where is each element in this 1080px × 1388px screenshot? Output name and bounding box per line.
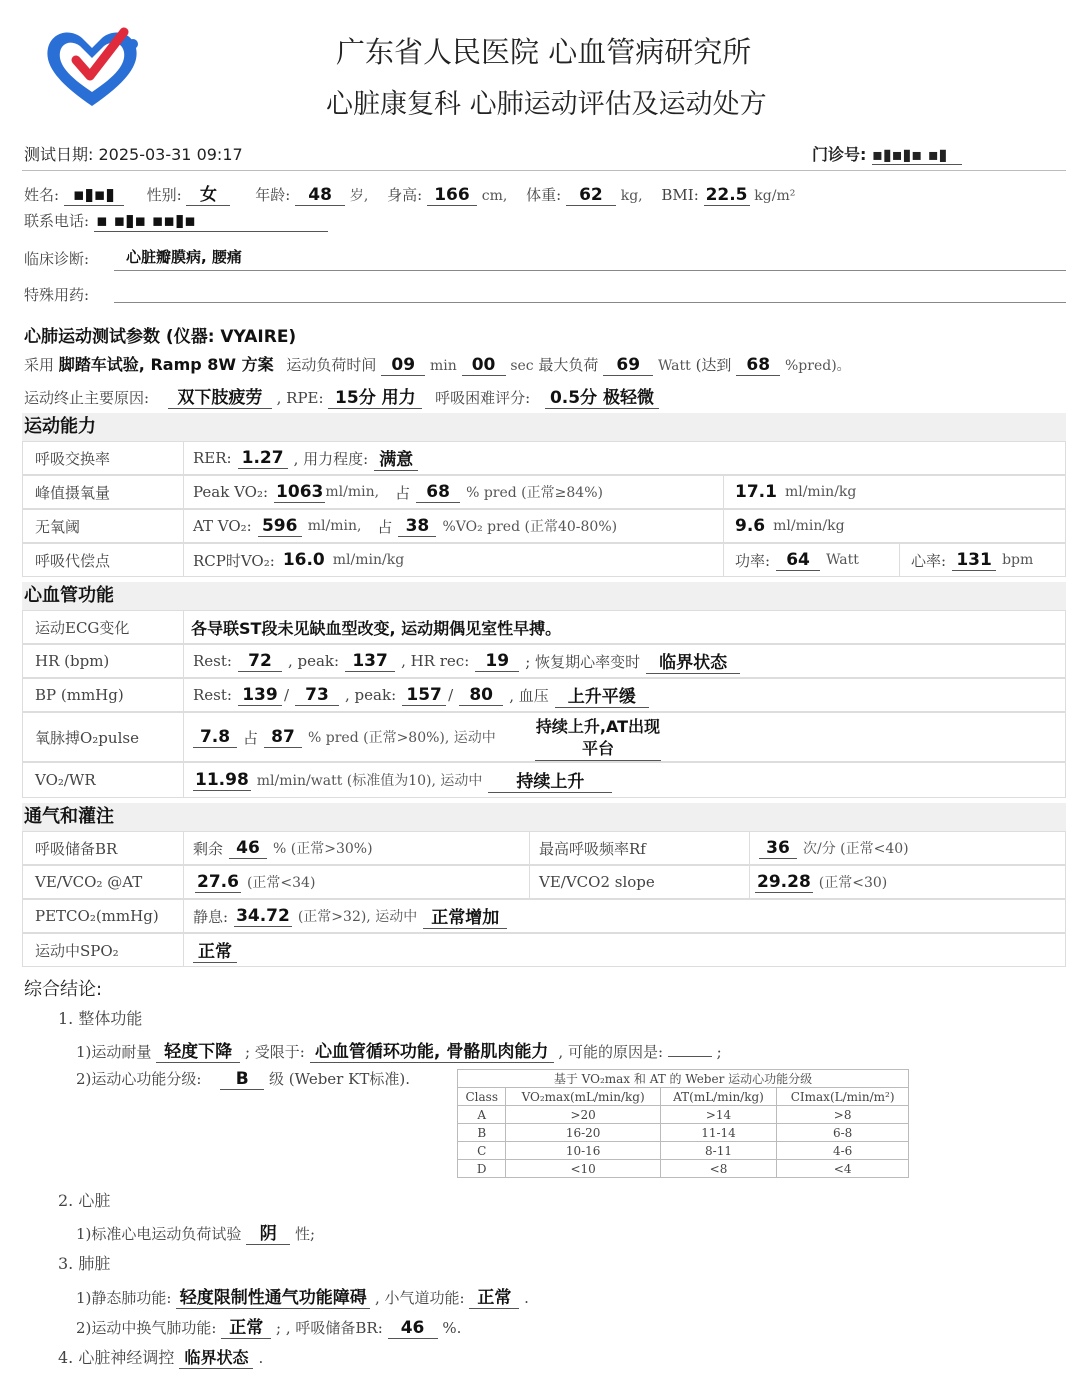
bp-rest-systolic: 139 — [238, 685, 282, 706]
weber-row — [458, 1142, 909, 1160]
vevco2-slope-unit: (正常<30) — [818, 875, 888, 891]
hr-var-label: ; 恢复期心率变时 — [525, 652, 641, 671]
rf-unit: 次/分 (正常<40) — [803, 841, 909, 857]
bp-trend-label: , 血压 — [509, 686, 549, 705]
ventilation-heading: 通气和灌注 — [22, 803, 1066, 831]
vevco2-at-value: 27.6 — [197, 871, 239, 892]
bp-peak-systolic: 157 — [402, 685, 446, 706]
report-title: 心脏康复科 心肺运动评估及运动处方 — [326, 89, 767, 120]
test-date-value: 2025-03-31 09:17 — [98, 145, 243, 164]
weber-row — [458, 1106, 909, 1124]
weber-cell: >20 — [506, 1106, 660, 1124]
vo2wr-trend: 持续上升 — [488, 767, 612, 793]
static-lung-value: 轻度限制性通气功能障碍 — [176, 1283, 370, 1309]
reach-label: (达到 — [695, 356, 732, 374]
weight-label: 体重: — [526, 186, 562, 204]
weber-header: VO₂max(mL/min/kg) — [506, 1088, 660, 1106]
vevco2-row-label: VE/VCO₂ @AT — [35, 873, 143, 891]
o2pulse-row — [22, 712, 1066, 762]
cause-end: ; — [716, 1043, 722, 1061]
patient-sex: 女 — [186, 180, 230, 206]
neural-end: . — [258, 1349, 264, 1367]
hr-var: 临界状态 — [646, 648, 740, 674]
bp-trend: 上升平缓 — [555, 682, 649, 708]
rcp-label: RCP时VO₂: — [193, 551, 275, 570]
exercise-lung-value: 正常 — [221, 1313, 271, 1339]
br-remain: 46 — [229, 838, 267, 859]
vevco2-slope: 29.28 — [757, 871, 811, 892]
ecg-test-unit: 性; — [294, 1225, 316, 1243]
func-class-row — [76, 1068, 410, 1090]
at-per-kg-unit: ml/min/kg — [773, 518, 845, 534]
peak-vo2-row-label: 峰值摄氧量 — [35, 483, 111, 502]
rpe-value: 15分 用力 — [328, 383, 422, 409]
weber-cell: <4 — [777, 1160, 909, 1178]
rcp-value: 16.0 — [282, 550, 325, 570]
weber-cell: >8 — [777, 1106, 909, 1124]
meds-label: 特殊用药: — [24, 286, 90, 304]
weber-cell: 8-11 — [660, 1142, 776, 1160]
cardio-heading: 心血管功能 — [22, 582, 1066, 610]
duration-min: 09 — [381, 355, 425, 376]
hr-peak-label: , peak: — [287, 652, 340, 670]
ecg-text: 各导联ST段未见缺血型改变, 运动期偶见室性早搏。 — [191, 618, 562, 638]
use-label: 采用 — [24, 356, 55, 374]
rer-label: RER: — [193, 449, 232, 467]
hr-value: 131 — [952, 550, 996, 571]
weber-header-row — [458, 1088, 909, 1106]
weber-cell: 4-6 — [777, 1142, 909, 1160]
cpet-protocol-row — [24, 352, 851, 376]
ecg-row-label: 运动ECG变化 — [35, 618, 130, 637]
bmi-label: BMI: — [661, 186, 699, 204]
small-airway-end: . — [524, 1289, 529, 1307]
weber-cell: 6-8 — [777, 1124, 909, 1142]
rer-row — [22, 441, 1066, 475]
petco2-trend: 正常增加 — [423, 903, 507, 929]
at-value: 596 — [258, 516, 302, 537]
tolerance-row — [76, 1037, 722, 1063]
at-row — [22, 509, 1066, 543]
peak-vo2-label: Peak VO₂: — [193, 483, 269, 501]
weber-cell: <10 — [506, 1160, 660, 1178]
hr-rec-label: , HR rec: — [401, 652, 470, 670]
bp-peak-diastolic: 80 — [459, 685, 503, 706]
vo2wr-row — [22, 762, 1066, 798]
weber-header: AT(mL/min/kg) — [660, 1088, 776, 1106]
func-class-unit: 级 (Weber KT标准). — [269, 1070, 410, 1088]
weber-header: CImax(L/min/m²) — [777, 1088, 909, 1106]
spo2-row-label: 运动中SPO₂ — [35, 941, 119, 960]
patient-weight: 62 — [566, 185, 616, 206]
exercise-capacity-heading: 运动能力 — [22, 413, 1066, 441]
rpe-label: , RPE: — [276, 389, 324, 407]
tolerance-value: 轻度下降 — [156, 1037, 240, 1063]
func-class-label: 2)运动心功能分级: — [76, 1070, 202, 1088]
power-unit: Watt — [826, 552, 859, 568]
petco2-rest-unit: (正常>32), 运动中 — [297, 909, 418, 925]
at-pct-value: 38 — [398, 516, 436, 537]
height-unit: cm, — [481, 188, 508, 204]
section-lung: 3. 肺脏 — [58, 1254, 111, 1273]
br-row-label: 呼吸储备BR — [35, 839, 118, 858]
peak-pct-label: 占 — [395, 483, 411, 502]
cpet-stop-row — [24, 383, 659, 409]
static-lung-label: 1)静态肺功能: — [76, 1289, 172, 1307]
hr-row — [22, 644, 1066, 678]
clinic-number — [812, 142, 962, 165]
power-label: 功率: — [735, 551, 771, 570]
test-date — [24, 142, 243, 165]
petco2-rest-label: 静息: — [193, 907, 229, 926]
test-date-label: 测试日期: — [24, 145, 94, 164]
age-label: 年龄: — [255, 186, 291, 204]
exercise-lung-label: 2)运动中换气肺功能: — [76, 1319, 217, 1337]
hospital-name: 广东省人民医院 心血管病研究所 — [336, 35, 752, 69]
hr-unit: bpm — [1002, 552, 1034, 568]
o2pulse-pct-unit: % pred (正常>80%), 运动中 — [308, 730, 496, 746]
static-lung-row — [76, 1283, 529, 1309]
br-remain-unit: % (正常>30%) — [273, 841, 373, 857]
exercise-lung-row — [76, 1313, 461, 1339]
peak-pct-value: 68 — [416, 482, 460, 503]
hr-rest: 72 — [238, 651, 282, 672]
vo2wr-unit: ml/min/watt (标准值为10), 运动中 — [256, 773, 483, 789]
o2pulse-trend: 持续上升,AT出现平台 — [535, 716, 661, 761]
min-unit: min — [429, 358, 457, 374]
max-load-label: 最大负荷 — [538, 356, 599, 374]
bmi-unit: kg/m² — [754, 188, 796, 204]
weber-cell: C — [458, 1142, 506, 1160]
bp-rest-diastolic: 73 — [295, 685, 339, 706]
patient-info-row — [24, 180, 795, 206]
weber-cell: 16-20 — [506, 1124, 660, 1142]
diagnosis-value: 心脏瓣膜病, 腰痛 — [126, 248, 242, 266]
meds-row — [24, 284, 89, 305]
watt-unit: Watt — [658, 358, 691, 374]
weber-row — [458, 1124, 909, 1142]
ecg-test-row — [76, 1219, 315, 1245]
weber-cell: <8 — [660, 1160, 776, 1178]
rcp-row — [22, 543, 1066, 577]
at-row-label: 无氧阈 — [35, 517, 81, 536]
stop-reason: 双下肢疲劳 — [168, 383, 272, 409]
ecg-test-value: 阴 — [246, 1219, 290, 1245]
petco2-rest: 34.72 — [236, 905, 290, 926]
age-unit: 岁, — [349, 188, 369, 204]
peak-vo2-per-kg-unit: ml/min/kg — [784, 484, 857, 500]
name-label: 姓名: — [24, 186, 60, 204]
peak-vo2-value: 1063 — [276, 481, 324, 502]
vevco2-at-unit: (正常<34) — [246, 875, 316, 891]
clinic-number-value: ▪▮▪▮▪ ▪▮ — [872, 145, 962, 165]
bp-rest-label: Rest: — [193, 686, 232, 704]
weight-unit: kg, — [620, 188, 643, 204]
patient-bmi: 22.5 — [705, 185, 748, 205]
patient-height: 166 — [427, 185, 477, 206]
stop-reason-label: 运动终止主要原因: — [24, 389, 150, 407]
diagnosis-label: 临床诊断: — [24, 250, 90, 268]
o2pulse-pct-label: 占 — [243, 728, 259, 747]
o2pulse-value: 7.8 — [193, 727, 237, 748]
weber-row — [458, 1160, 909, 1178]
peak-vo2-per-kg: 17.1 — [735, 482, 777, 502]
weber-cell: >14 — [660, 1106, 776, 1124]
hr-peak: 137 — [345, 651, 395, 672]
rcp-row-label: 呼吸代偿点 — [35, 551, 111, 570]
hr-rec: 19 — [475, 651, 519, 672]
vo2wr-value: 11.98 — [195, 769, 249, 790]
breathing-reserve-label: ; , 呼吸储备BR: — [276, 1319, 383, 1337]
weber-cell: 10-16 — [506, 1142, 660, 1160]
weber-table — [457, 1069, 909, 1178]
spo2-row — [22, 933, 1066, 967]
bp-row: BP (mmHg) Rest: 139 / 73 , peak: 157 / 80 , 血压 上升平缓 — [22, 678, 1066, 712]
small-airway-label: , 小气道功能: — [375, 1289, 465, 1307]
petco2-row — [22, 899, 1066, 933]
limit-label: ; 受限于: — [244, 1043, 305, 1061]
vevco2-row — [22, 865, 1066, 899]
patient-name: ▪▮▪▮ — [64, 185, 124, 206]
func-class-value: B — [220, 1069, 264, 1090]
o2pulse-row-label: 氧脉搏O₂pulse — [35, 728, 139, 747]
phone-row — [24, 210, 328, 232]
hr-row-label: HR (bpm) — [35, 652, 110, 670]
reach-percent: 68 — [736, 355, 780, 376]
peak-vo2-row — [22, 475, 1066, 509]
rcp-unit: ml/min/kg — [332, 552, 405, 568]
effort-label: , 用力程度: — [293, 449, 369, 468]
br-row — [22, 831, 1066, 865]
peak-pct-unit: % pred (正常≥84%) — [466, 485, 603, 501]
small-airway-value: 正常 — [469, 1283, 519, 1309]
section-heart: 2. 心脏 — [58, 1191, 111, 1210]
neural-label: 4. 心脏神经调控 — [58, 1348, 175, 1367]
weber-header: Class — [458, 1088, 506, 1106]
duration-label: 运动负荷时间 — [286, 356, 377, 374]
rer-row-label: 呼吸交换率 — [35, 449, 111, 468]
conclusion-heading: 综合结论: — [24, 979, 103, 1000]
reach-unit: %pred)。 — [784, 358, 851, 374]
weber-cell: B — [458, 1124, 506, 1142]
o2pulse-pct: 87 — [264, 727, 302, 748]
at-pct-unit: %VO₂ pred (正常40-80%) — [442, 519, 618, 535]
weber-cell: D — [458, 1160, 506, 1178]
ecg-test-label: 1)标准心电运动负荷试验 — [76, 1225, 242, 1243]
limit-value: 心血管循环功能, 骨骼肌肉能力 — [310, 1037, 554, 1063]
at-pct-label: 占 — [377, 517, 393, 536]
at-label: AT VO₂: — [193, 517, 252, 535]
rf-value: 36 — [759, 838, 797, 859]
hr-rest-label: Rest: — [193, 652, 232, 670]
hospital-logo-icon — [40, 22, 144, 110]
tolerance-label: 1)运动耐量 — [76, 1043, 152, 1061]
spo2-value: 正常 — [193, 937, 237, 963]
at-unit: ml/min, — [307, 518, 362, 534]
rf-label: 最高呼吸频率Rf — [539, 839, 646, 858]
power-value: 64 — [776, 550, 820, 571]
weber-cell: 11-14 — [660, 1124, 776, 1142]
diagnosis-row — [24, 248, 89, 269]
cause-label: , 可能的原因是: — [558, 1043, 664, 1061]
effort-value: 满意 — [374, 445, 418, 471]
petco2-row-label: PETCO₂(mmHg) — [35, 907, 159, 925]
vevco2-slope-label: VE/VCO2 slope — [539, 873, 655, 891]
patient-age: 48 — [295, 185, 345, 206]
breathing-reserve-end: %. — [442, 1319, 462, 1337]
cpet-heading: 心肺运动测试参数 (仪器: VYAIRE) — [24, 327, 297, 347]
bp-peak-label: , peak: — [345, 686, 397, 704]
breathing-reserve-value: 46 — [388, 1318, 438, 1339]
protocol: 脚踏车试验, Ramp 8W 方案 — [58, 355, 274, 374]
clinic-number-label: 门诊号: — [812, 145, 867, 164]
rer-value: 1.27 — [238, 448, 288, 469]
dyspnea-label: 呼吸困难评分: — [435, 389, 531, 407]
max-load: 69 — [603, 355, 653, 376]
neural-row — [58, 1345, 263, 1369]
section-overall: 1. 整体功能 — [58, 1009, 143, 1028]
peak-vo2-unit: ml/min, — [325, 484, 380, 500]
hr-label: 心率: — [911, 551, 947, 570]
at-per-kg: 9.6 — [735, 516, 766, 536]
vo2wr-row-label: VO₂/WR — [35, 771, 96, 789]
sex-label: 性别: — [146, 186, 182, 204]
ecg-row — [22, 610, 1066, 644]
br-remain-label: 剩余 — [193, 839, 224, 858]
dyspnea-value: 0.5分 极轻微 — [545, 383, 659, 409]
duration-sec: 00 — [462, 355, 506, 376]
cause-value — [668, 1056, 712, 1057]
sec-unit: sec — [510, 358, 534, 374]
phone-label: 联系电话: — [24, 212, 90, 230]
neural-value: 临界状态 — [179, 1345, 253, 1369]
patient-phone: ▪ ▪▮▪ ▪▪▮▪ — [94, 211, 328, 232]
weber-cell: A — [458, 1106, 506, 1124]
bp-row-label: BP (mmHg) — [35, 686, 124, 704]
weber-title: 基于 VO₂max 和 AT 的 Weber 运动心功能分级 — [458, 1070, 909, 1088]
height-label: 身高: — [387, 186, 423, 204]
